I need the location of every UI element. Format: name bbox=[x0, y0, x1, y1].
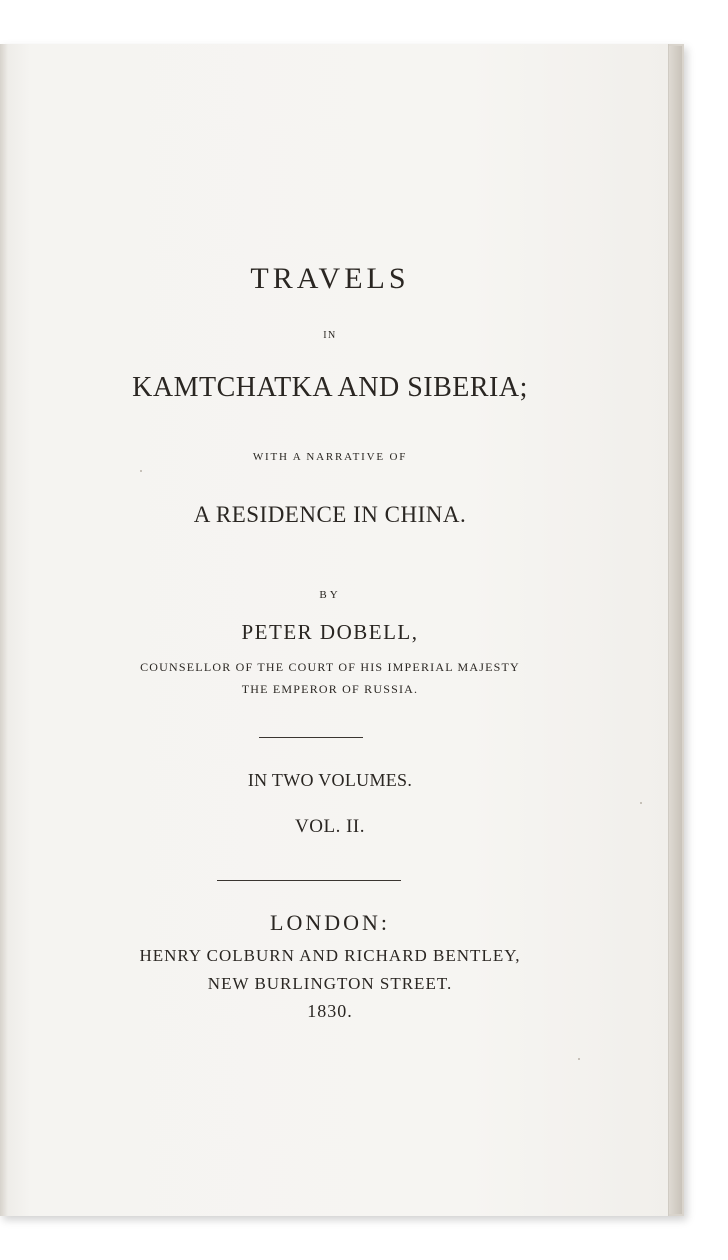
divider-rule-lower bbox=[217, 880, 401, 881]
imprint-street: NEW BURLINGTON STREET. bbox=[207, 974, 453, 993]
volume-count: IN TWO VOLUMES. bbox=[247, 770, 413, 790]
imprint-city: LONDON: bbox=[270, 910, 390, 935]
author-name: PETER DOBELL, bbox=[241, 620, 419, 644]
author-title-line-2: THE EMPEROR OF RUSSIA. bbox=[241, 682, 419, 696]
author-title-line-1: COUNSELLOR OF THE COURT OF HIS IMPERIAL MAJESTY bbox=[140, 660, 520, 674]
book-title: TRAVELS bbox=[250, 262, 410, 295]
subtitle-connector: WITH A NARRATIVE OF bbox=[252, 451, 408, 463]
divider-rule-upper bbox=[259, 737, 363, 738]
by-line: BY bbox=[319, 589, 341, 601]
book-subject: KAMTCHATKA AND SIBERIA; bbox=[132, 372, 528, 403]
imprint-publisher: HENRY COLBURN AND RICHARD BENTLEY, bbox=[139, 946, 521, 965]
paper-speck bbox=[578, 1058, 580, 1060]
title-connector-in: IN bbox=[323, 330, 337, 341]
paper-speck bbox=[140, 470, 142, 472]
book-subtitle: A RESIDENCE IN CHINA. bbox=[193, 502, 467, 527]
paper-speck bbox=[640, 802, 642, 804]
volume-number: VOL. II. bbox=[295, 816, 365, 837]
imprint-year: 1830. bbox=[307, 1001, 353, 1021]
